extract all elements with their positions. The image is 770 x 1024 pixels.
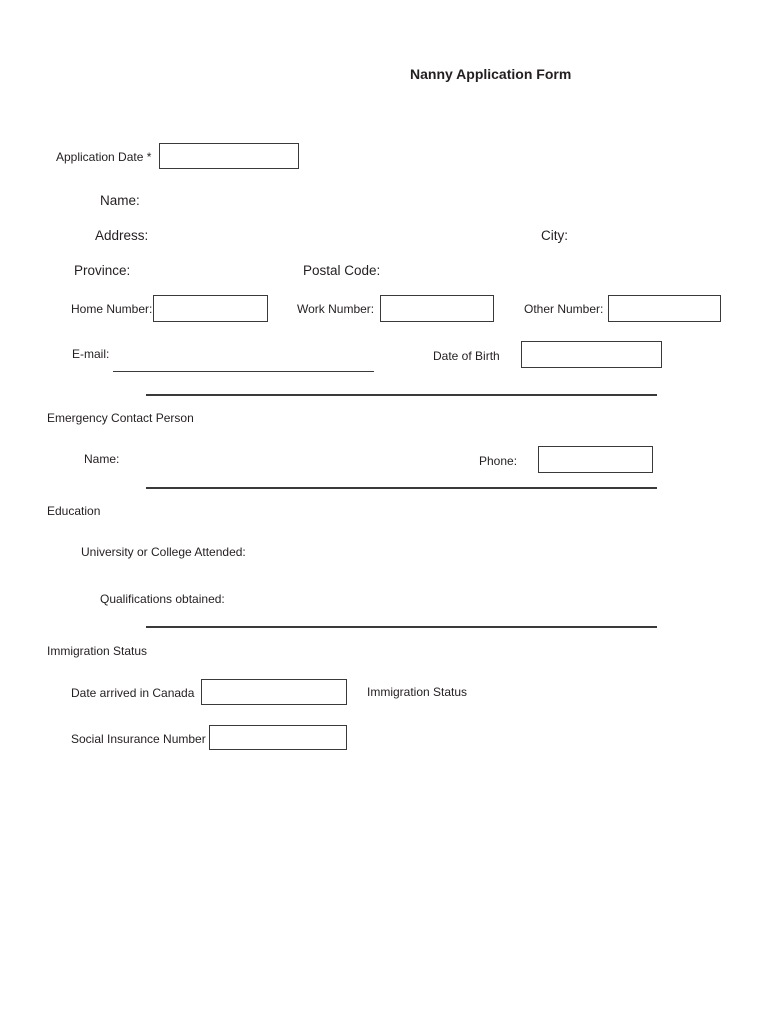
emergency-heading: Emergency Contact Person [47, 411, 194, 425]
emergency-name-label: Name: [84, 452, 120, 466]
emergency-phone-label: Phone: [479, 454, 518, 468]
date-arrived-label: Date arrived in Canada [71, 686, 195, 700]
applicant-name-label: Name: [100, 193, 140, 208]
other-number-input[interactable] [608, 295, 721, 322]
section-divider [146, 626, 657, 628]
sin-input[interactable] [209, 725, 347, 750]
home-number-label: Home Number: [71, 302, 153, 316]
immigration-heading: Immigration Status [47, 644, 148, 658]
work-number-label: Work Number: [297, 302, 375, 316]
email-label: E-mail: [72, 347, 110, 361]
city-label: City: [541, 228, 568, 243]
postal-code-label: Postal Code: [303, 263, 381, 278]
application-date-input[interactable] [159, 143, 299, 169]
date-arrived-input[interactable] [201, 679, 347, 705]
form-title: Nanny Application Form [410, 66, 572, 82]
sin-label: Social Insurance Number [71, 732, 206, 746]
home-number-input[interactable] [153, 295, 268, 322]
application-date-label: Application Date * [56, 150, 152, 164]
university-label: University or College Attended: [81, 545, 246, 559]
qualifications-label: Qualifications obtained: [100, 592, 225, 606]
immigration-status-label: Immigration Status [367, 685, 468, 699]
date-of-birth-input[interactable] [521, 341, 662, 368]
section-divider [146, 487, 657, 489]
date-of-birth-label: Date of Birth [433, 349, 500, 363]
province-label: Province: [74, 263, 131, 278]
work-number-input[interactable] [380, 295, 494, 322]
address-label: Address: [95, 228, 149, 243]
education-heading: Education [47, 504, 101, 518]
email-underline[interactable] [113, 371, 374, 372]
emergency-phone-input[interactable] [538, 446, 653, 473]
section-divider [146, 394, 657, 396]
other-number-label: Other Number: [524, 302, 604, 316]
